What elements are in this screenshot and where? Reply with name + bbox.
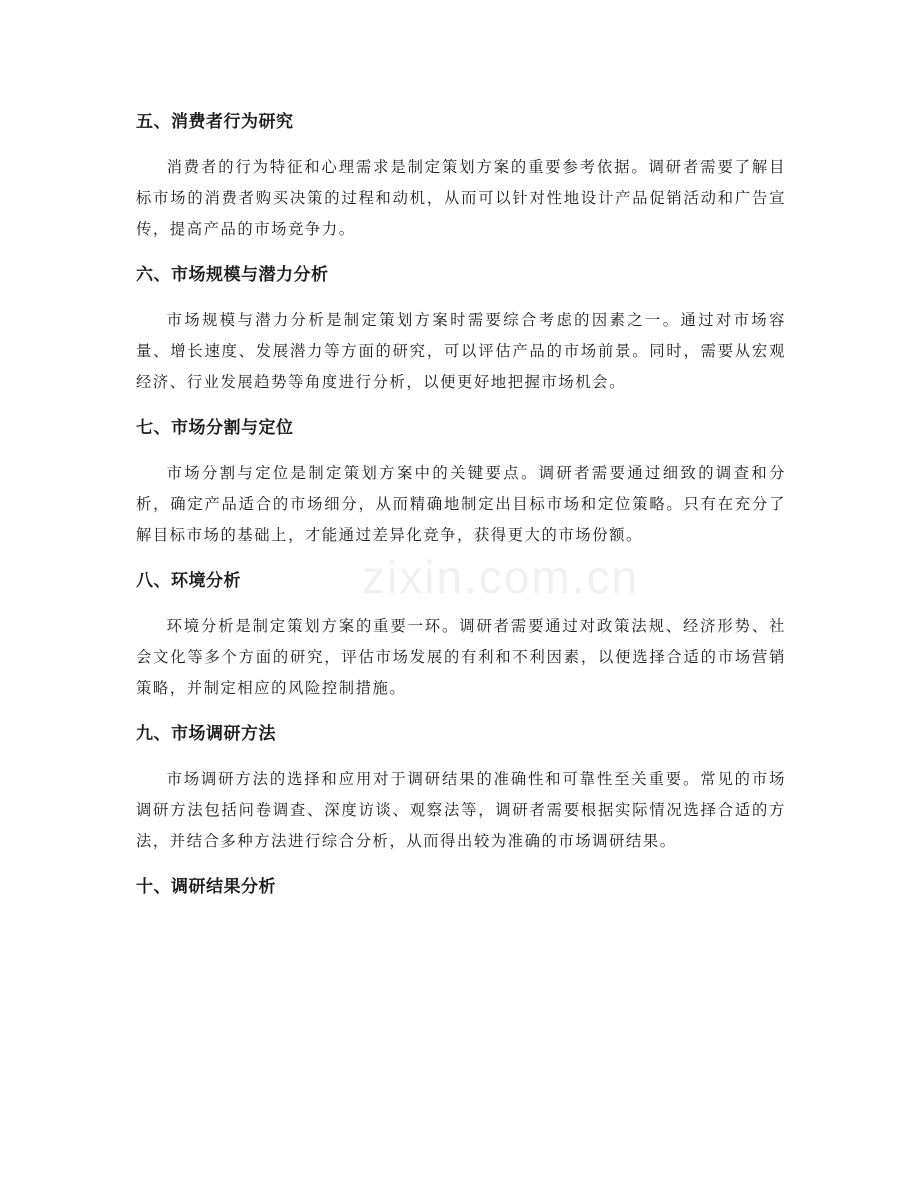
section-heading: 七、市场分割与定位 [136,418,294,438]
section-paragraph: 市场规模与潜力分析是制定策划方案时需要综合考虑的因素之一。通过对市场容量、增长速度、发展潜力等方面的研究，可以评估产品的市场前景。同时，需要从宏观经济、行业发展趋势等角度进行分析，以便更好地把握市场机会。 [136,311,786,391]
section-heading: 九、市场调研方法 [136,724,276,744]
section-9 [136,718,786,857]
section-heading: 八、环境分析 [136,571,241,591]
section-paragraph: 环境分析是制定策划方案的重要一环。调研者需要通过对政策法规、经济形势、社会文化等多个方面的研究，评估市场发展的有利和不利因素，以便选择合适的市场营销策略，并制定相应的风险控制措施。 [136,617,786,697]
section-heading: 六、市场规模与潜力分析 [136,265,329,285]
section-6 [136,259,786,398]
section-5 [136,106,786,245]
section-paragraph: 市场分割与定位是制定策划方案中的关键要点。调研者需要通过细致的调查和分析，确定产品适合的市场细分，从而精确地制定出目标市场和定位策略。只有在充分了解目标市场的基础上，才能通过差异化竞争，获得更大的市场份额。 [136,464,786,544]
section-paragraph: 消费者的行为特征和心理需求是制定策划方案的重要参考依据。调研者需要了解目标市场的消费者购买决策的过程和动机，从而可以针对性地设计产品促销活动和广告宣传，提高产品的市场竞争力。 [136,158,786,238]
section-heading: 十、调研结果分析 [136,877,276,897]
section-7 [136,412,786,551]
section-heading: 五、消费者行为研究 [136,112,294,132]
watermark: zixin.com.cn [362,551,640,603]
section-paragraph: 市场调研方法的选择和应用对于调研结果的准确性和可靠性至关重要。常见的市场调研方法包括问卷调查、深度访谈、观察法等，调研者需要根据实际情况选择合适的方法，并结合多种方法进行综合分析，从而得出较为准确的市场调研结果。 [136,770,786,850]
section-10 [136,871,786,903]
section-8 [136,565,786,704]
document-body [136,106,786,917]
